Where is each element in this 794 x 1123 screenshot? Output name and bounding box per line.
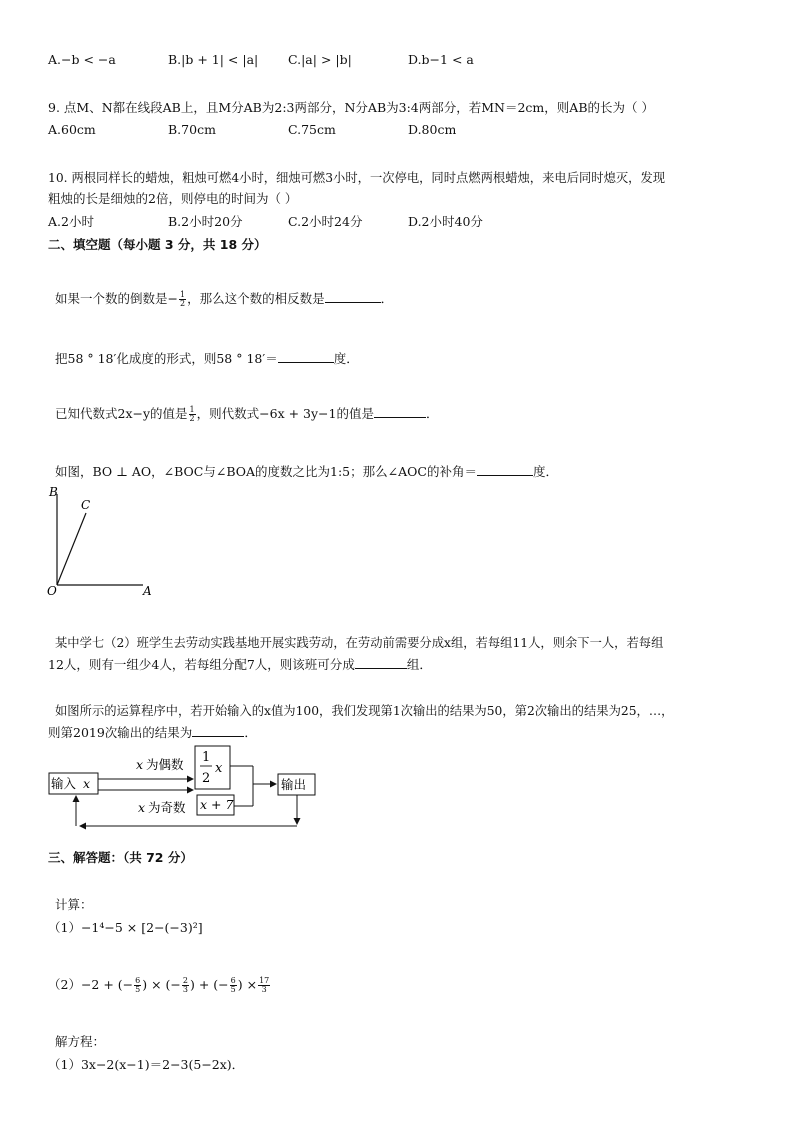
label-b: B <box>49 485 58 499</box>
odd-var: x <box>138 800 146 815</box>
f2-end: 度． <box>333 351 359 366</box>
f4-answer-blank[interactable] <box>477 463 533 476</box>
q10-option-c[interactable]: C.2小时24分 <box>288 214 363 229</box>
f1-end: ． <box>380 291 394 306</box>
f5-line2-pre: 12人，则有一组少4人，若每组分配7人，则该班可分成 <box>48 657 355 672</box>
f1-pre: 如果一个数的倒数是− <box>55 291 178 306</box>
q8-option-a[interactable]: A.−b < −a <box>48 52 116 67</box>
half-box <box>195 746 230 789</box>
input-label: 输入 <box>51 776 77 791</box>
s1-p2-b-num: 2 <box>182 976 188 985</box>
half-var: x <box>215 761 223 776</box>
s1-p2-a-den: 5 <box>135 985 141 994</box>
q9-option-a[interactable]: A.60cm <box>48 122 96 137</box>
input-var: x <box>83 776 91 791</box>
s1-p2-frac-c <box>230 977 237 994</box>
s2-part1: （1）3x−2(x−1)＝2−3(5−2x)． <box>48 1057 245 1072</box>
q10-option-a[interactable]: A.2小时 <box>48 214 94 229</box>
f1-post: ，那么这个数的相反数是 <box>187 291 325 306</box>
s1-p2-frac-a <box>134 977 141 994</box>
f3-num: 1 <box>189 405 195 414</box>
output-label: 输出 <box>281 777 307 792</box>
fill-question-6-line1: 如图所示的运算程序中，若开始输入的x值为100，我们发现第1次输出的结果为50，第2次输出的结果为25，…， <box>55 704 674 718</box>
f3-pre: 已知代数式2x−y的值是 <box>55 406 188 421</box>
s1-p2-mid1: ) × (− <box>142 977 181 992</box>
q8-option-b[interactable]: B.|b + 1| < |a| <box>168 52 259 67</box>
s1-part1: （1）−1⁴−5 × [2−(−3)²] <box>48 920 203 935</box>
s1-p2-pre: （2）−2 + (− <box>48 977 134 992</box>
f6-line2-pre: 则第2019次输出的结果为 <box>48 725 193 740</box>
f1-num: 1 <box>179 290 186 299</box>
even-label: 为偶数 <box>146 757 184 772</box>
f3-end: ． <box>425 406 439 421</box>
s1-p2-mid3: ) × <box>237 977 258 992</box>
f1-fraction <box>179 291 186 308</box>
fill-question-3 <box>55 404 439 423</box>
q8-option-c[interactable]: C.|a| > |b| <box>288 52 352 67</box>
q9-option-c[interactable]: C.75cm <box>288 122 336 137</box>
s1-p2-frac-b <box>182 977 189 994</box>
fill-question-4 <box>55 462 558 480</box>
q9-option-b[interactable]: B.70cm <box>168 122 216 137</box>
f3-answer-blank[interactable] <box>374 405 426 418</box>
s1-p2-a-num: 6 <box>135 976 141 985</box>
fill-question-1 <box>55 289 393 308</box>
half-den: 2 <box>202 771 211 786</box>
f4-text: 如图，BO ⊥ AO，∠BOC与∠BOA的度数之比为1:5；那么∠AOC的补角＝ <box>55 464 477 479</box>
label-c: C <box>81 498 91 512</box>
s1-p2-c-den: 5 <box>230 985 236 994</box>
even-var: x <box>136 757 144 772</box>
f6-end: ． <box>244 725 257 740</box>
s1-p2-d-den: 3 <box>261 985 267 994</box>
s1-p2-d-num: 17 <box>259 976 270 985</box>
s1-p2-c-num: 6 <box>230 976 236 985</box>
plus7-label: x + 7 <box>200 797 234 812</box>
half-num: 1 <box>202 750 211 765</box>
fill-question-5-line1: 某中学七（2）班学生去劳动实践基地开展实践劳动，在劳动前需要分成x组，若每组11人，则余下一人，若每组 <box>55 636 664 650</box>
s2-title: 解方程： <box>55 1034 106 1049</box>
q9-stem: 9. 点M、N都在线段AB上，且M分AB为2:3两部分，N分AB为3:4两部分，若MN＝2cm，则AB的长为（ ） <box>48 100 654 115</box>
label-a: A <box>143 584 152 598</box>
fill-question-5-line2 <box>48 655 432 673</box>
section3-title: 三、解答题：（共 72 分） <box>48 850 193 865</box>
section2-title: 二、填空题（每小题 3 分，共 18 分） <box>48 237 267 252</box>
ray-oc <box>57 513 86 585</box>
q8-option-d[interactable]: D.b−1 < a <box>408 52 474 67</box>
f3-post: ，则代数式−6x + 3y−1的值是 <box>196 406 374 421</box>
f5-end: 组． <box>406 657 432 672</box>
f6-answer-blank[interactable] <box>192 724 244 737</box>
f3-fraction <box>189 406 196 423</box>
s1-p2-frac-d <box>258 977 270 994</box>
q10-stem-line1: 10. 两根同样长的蜡烛，粗烛可燃4小时，细烛可燃3小时，一次停电，同时点燃两根蜡烛，来电后同时熄灭，发现 <box>48 171 666 185</box>
program-flowchart <box>40 738 330 834</box>
q9-option-d[interactable]: D.80cm <box>408 122 457 137</box>
f4-end: 度． <box>532 464 558 479</box>
odd-label: 为奇数 <box>148 800 186 815</box>
s1-p2-mid2: ) + (− <box>190 977 229 992</box>
f2-pre: 把58 ° 18′化成度的形式，则58 ° 18′＝ <box>55 351 278 366</box>
label-o: O <box>47 584 57 598</box>
f5-answer-blank[interactable] <box>355 656 407 669</box>
f1-den: 2 <box>179 299 186 308</box>
q10-option-d[interactable]: D.2小时40分 <box>408 214 483 229</box>
f1-answer-blank[interactable] <box>325 290 381 303</box>
s1-title: 计算： <box>55 897 93 912</box>
s1-p2-b-den: 3 <box>182 985 188 994</box>
f3-den: 2 <box>189 414 195 423</box>
q10-option-b[interactable]: B.2小时20分 <box>168 214 243 229</box>
f2-answer-blank[interactable] <box>278 350 334 363</box>
fill-question-2 <box>55 349 359 367</box>
s1-part2 <box>48 975 271 994</box>
angle-figure <box>40 482 170 600</box>
q10-stem-line2: 粗烛的长是细烛的2倍，则停电的时间为（ ） <box>48 191 298 206</box>
